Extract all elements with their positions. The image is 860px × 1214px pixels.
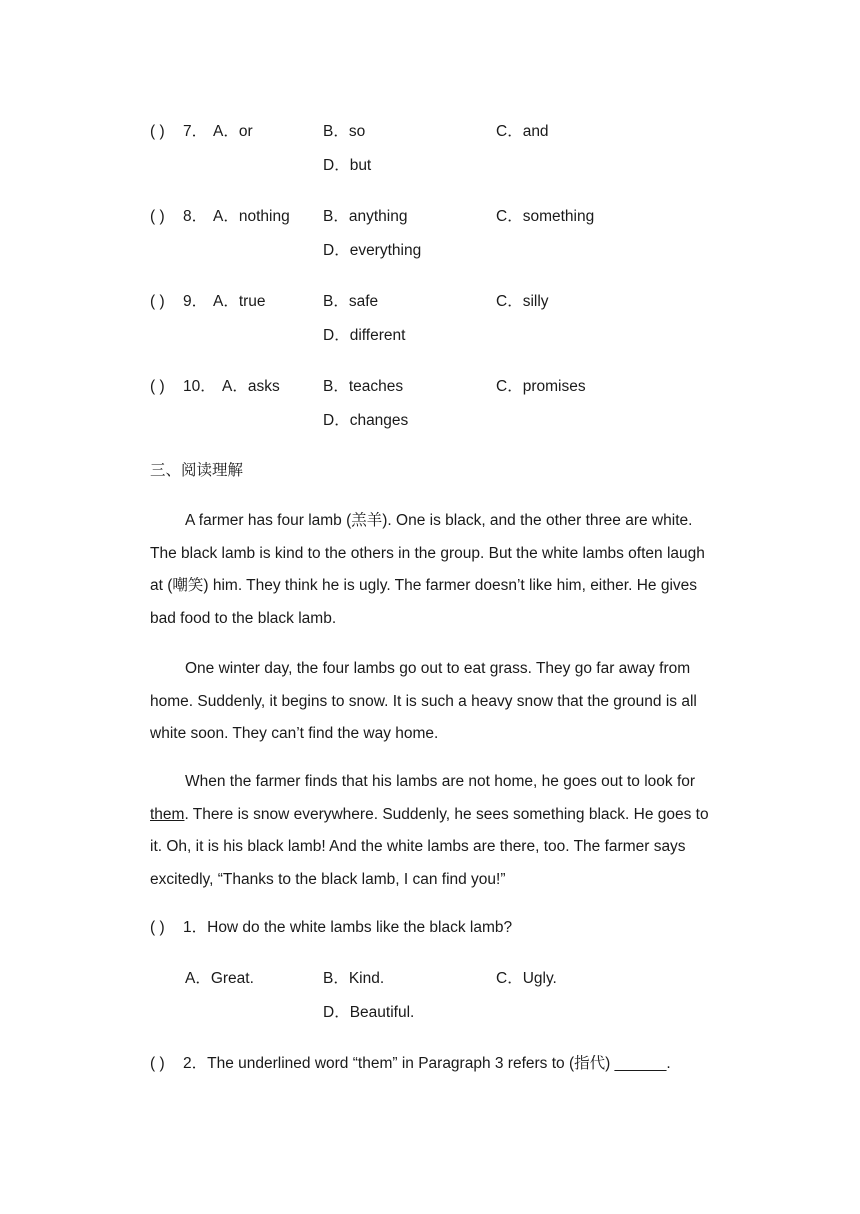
option-a: A．or <box>213 123 253 140</box>
option-d: D．everything <box>323 242 422 259</box>
option-b: B．Kind. <box>323 970 385 987</box>
answer-blank[interactable]: ( ) <box>150 123 165 140</box>
reading-question-1-options <box>150 969 750 989</box>
answer-blank[interactable]: ( ) <box>150 293 165 310</box>
passage-paragraph-3 <box>150 766 710 896</box>
option-d: D．different <box>323 327 406 344</box>
question-number: 8． <box>183 208 208 225</box>
cloze-question-9-row2 <box>150 326 750 346</box>
reading-question-2 <box>150 1054 750 1074</box>
question-text: 2．The underlined word “them” in Paragraph 3 refers to (指代) ______. <box>183 1055 671 1072</box>
question-number: 9． <box>183 293 208 310</box>
question-number: 10． <box>183 378 216 395</box>
option-c: C．promises <box>496 378 586 395</box>
underlined-word: them <box>150 805 185 823</box>
option-d: D．but <box>323 157 372 174</box>
answer-blank[interactable]: ( ) <box>150 378 165 395</box>
paragraph-3-text-end: . There is snow everywhere. Suddenly, he sees something black. He goes to it. Oh, it is his black lamb! And the white lambs are there, too. The farmer says excitedly, “Thanks to the black lamb, I can find you!” <box>150 805 709 888</box>
question-text: 1．How do the white lambs like the black lamb? <box>183 919 513 936</box>
cloze-question-10 <box>150 377 750 397</box>
answer-blank[interactable]: ( ) <box>150 208 165 225</box>
passage-paragraph-2: One winter day, the four lambs go out to eat grass. They go far away from home. Suddenly, it begins to snow. It is such a heavy snow that the ground is all white soon. They can’t find the way home. <box>150 660 697 742</box>
reading-question-1-options-row2 <box>150 1003 750 1023</box>
option-d: D．Beautiful. <box>323 1004 415 1021</box>
cloze-question-10-row2 <box>150 411 750 431</box>
question-number: 7． <box>183 123 208 140</box>
reading-question-1 <box>150 918 750 938</box>
option-c: C．silly <box>496 293 549 310</box>
answer-blank[interactable]: ( ) <box>150 1055 165 1072</box>
option-c: C．something <box>496 208 595 225</box>
option-c: C．and <box>496 123 549 140</box>
paragraph-3-text-start: When the farmer finds that his lambs are not home, he goes out to look for <box>185 773 696 790</box>
option-a: A．true <box>213 293 266 310</box>
option-c: C．Ugly. <box>496 970 557 987</box>
cloze-question-8 <box>150 207 750 227</box>
option-d: D．changes <box>323 412 409 429</box>
cloze-question-7-row2 <box>150 156 750 176</box>
option-a: A．Great. <box>185 970 254 987</box>
option-a: A．asks <box>222 378 280 395</box>
cloze-question-9 <box>150 292 750 312</box>
section-title: 三、阅读理解 <box>150 461 244 479</box>
cloze-question-7 <box>150 122 750 142</box>
passage-paragraph-1: A farmer has four lamb (羔羊). One is black, and the other three are white. The black lamb is kind to the others in the group. But the white lambs often laugh at (嘲笑) him. They think he is ugly. The farmer doesn’t like him, either. He gives bad food to the black lamb. <box>150 512 705 627</box>
option-b: B．teaches <box>323 378 404 395</box>
option-b: B．safe <box>323 293 379 310</box>
answer-blank[interactable]: ( ) <box>150 919 165 936</box>
option-a: A．nothing <box>213 208 290 225</box>
option-b: B．anything <box>323 208 408 225</box>
cloze-question-8-row2 <box>150 241 750 261</box>
option-b: B．so <box>323 123 366 140</box>
